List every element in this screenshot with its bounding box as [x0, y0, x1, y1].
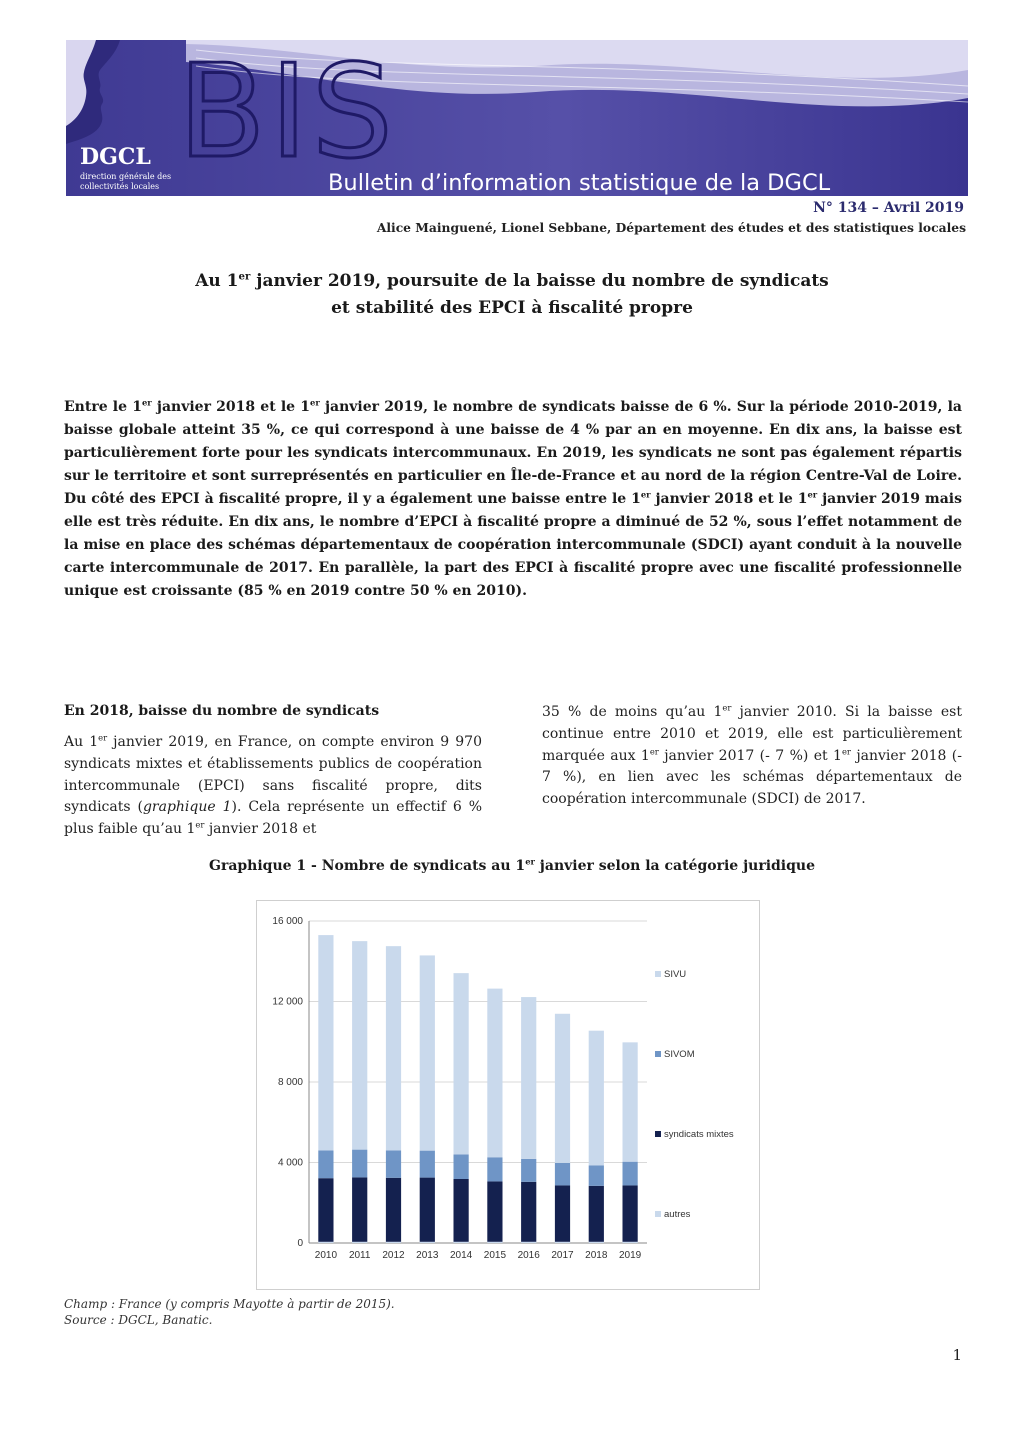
- x-tick-label: 2016: [517, 1250, 540, 1261]
- legend-swatch: [655, 1211, 661, 1217]
- legend-label: autres: [664, 1209, 691, 1220]
- body-text: janvier 2019, en France, on compte environ 9 970 syndicats mixtes et établissements publics de coopération intercommunale (EPCI) sans fiscalité propre, dits syndicats (: [64, 734, 482, 816]
- bar-segment-autres: [555, 1242, 570, 1243]
- abstract-sup: er: [807, 489, 818, 500]
- bar-segment-sivu: [386, 946, 401, 1150]
- bar-segment-sivu: [589, 1031, 604, 1166]
- x-tick-label: 2019: [618, 1250, 642, 1261]
- champ-note: Champ : France (y compris Mayotte à partir de 2015).: [64, 1297, 395, 1311]
- org-fullname-line1: direction générale des: [80, 172, 172, 181]
- abstract-text: Entre le 1: [64, 399, 142, 415]
- x-tick-label: 2015: [483, 1250, 507, 1261]
- title-line2: et stabilité des EPCI à fiscalité propre: [331, 298, 693, 318]
- bar-segment-autres: [453, 1242, 468, 1243]
- body-sup: er: [841, 745, 851, 756]
- bar-segment-syndicats-mixtes: [622, 1185, 637, 1241]
- body-column-left: [64, 732, 482, 841]
- bar-segment-sivom: [555, 1163, 570, 1186]
- body-text: 35 % de moins qu’au 1: [542, 704, 723, 720]
- bar-segment-sivom: [453, 1154, 468, 1179]
- bar-segment-sivu: [420, 955, 435, 1150]
- graph-title: [60, 858, 964, 874]
- graph-title-sup: er: [525, 856, 535, 867]
- body-text: janvier 2010. Si la baisse est continue entre 2010 et 2019, elle est particulièrement marquée aux 1: [542, 704, 962, 764]
- abstract-sup: er: [310, 397, 320, 408]
- page-title: [60, 268, 964, 322]
- y-tick-label: 12 000: [272, 996, 303, 1008]
- title-sup: er: [238, 270, 251, 283]
- y-tick-label: 4 000: [277, 1157, 303, 1169]
- org-fullname-line2: collectivités locales: [80, 182, 160, 191]
- bar-segment-syndicats-mixtes: [420, 1178, 435, 1242]
- graph-title-pre: Graphique 1 - Nombre de syndicats au 1: [208, 858, 526, 874]
- section-heading: En 2018, baisse du nombre de syndicats: [64, 703, 380, 719]
- x-tick-label: 2013: [416, 1250, 439, 1261]
- bar-segment-autres: [622, 1242, 637, 1243]
- bar-segment-syndicats-mixtes: [453, 1179, 468, 1242]
- source-note: Source : DGCL, Banatic.: [64, 1313, 213, 1327]
- title-line1-pre: Au 1: [195, 271, 239, 291]
- bar-segment-sivu: [487, 989, 502, 1158]
- bar-segment-syndicats-mixtes: [487, 1181, 502, 1241]
- body-sup: er: [722, 702, 732, 713]
- legend-swatch: [655, 1051, 661, 1057]
- bar-segment-sivu: [352, 941, 367, 1149]
- abstract-sup: er: [141, 397, 152, 408]
- y-tick-label: 8 000: [277, 1077, 303, 1088]
- bar-segment-autres: [352, 1242, 367, 1243]
- bar-segment-autres: [420, 1242, 435, 1243]
- body-text: Au 1: [64, 734, 99, 750]
- bar-segment-sivom: [521, 1159, 536, 1182]
- bar-segment-autres: [386, 1242, 401, 1243]
- org-name: DGCL: [80, 144, 151, 170]
- abstract-text: janvier 2018 et le 1: [151, 399, 311, 415]
- x-tick-label: 2018: [585, 1250, 608, 1261]
- issue-number: N° 134 – Avril 2019: [813, 200, 964, 216]
- abstract-sup: er: [640, 489, 651, 500]
- body-text: janvier 2018 (- 7 %), en lien avec les schémas départementaux de coopération intercommunale (SDCI) de 2017.: [542, 747, 962, 808]
- bar-segment-sivom: [352, 1150, 367, 1178]
- body-sup: er: [195, 819, 205, 830]
- page-number: 1: [952, 1346, 962, 1364]
- abstract-text: janvier 2019, le nombre de syndicats baisse de 6 %. Sur la période 2010-2019, la baisse globale atteint 35 %, ce qui correspond à une baisse de 4 % par an en moyenne. En dix ans, la baisse est particulièrement forte pour les syndicats intercommunaux. En 2019, les syndicats ne sont pas également répartis sur le territoire et sont surreprésentés en particulier en Île-de-France et au nord de la région Centre-Val de Loire. Du côté des EPCI à fiscalité propre, il y a également une baisse entre le 1: [64, 399, 962, 507]
- legend-label: SIVOM: [664, 1049, 695, 1060]
- bar-segment-sivu: [622, 1042, 637, 1161]
- body-sup: er: [98, 732, 108, 743]
- title-line1-post: janvier 2019, poursuite de la baisse du nombre de syndicats: [250, 271, 829, 291]
- bar-segment-sivu: [453, 973, 468, 1154]
- legend-label: SIVU: [664, 969, 687, 980]
- bar-segment-sivu: [318, 935, 333, 1150]
- abstract-text: janvier 2018 et le 1: [650, 491, 808, 507]
- stacked-bar-chart: [257, 901, 759, 1289]
- x-tick-label: 2014: [449, 1250, 473, 1261]
- bar-segment-sivom: [589, 1165, 604, 1186]
- bar-segment-sivu: [521, 997, 536, 1159]
- y-tick-label: 0: [297, 1238, 303, 1249]
- bar-segment-autres: [589, 1242, 604, 1243]
- body-column-right: [542, 702, 962, 811]
- body-text: janvier 2017 (- 7 %) et 1: [658, 747, 842, 764]
- graph-title-post: janvier selon la catégorie juridique: [534, 858, 815, 874]
- chart-notes: [64, 1296, 395, 1328]
- bar-segment-autres: [521, 1242, 536, 1243]
- bulletin-banner: [66, 40, 968, 196]
- bar-segment-syndicats-mixtes: [386, 1178, 401, 1242]
- authors: Alice Mainguené, Lionel Sebbane, Département des études et des statistiques locales: [376, 220, 966, 235]
- x-tick-label: 2010: [314, 1250, 338, 1261]
- bar-segment-autres: [487, 1242, 502, 1243]
- bulletin-title: Bulletin d’information statistique de la DGCL: [328, 170, 831, 196]
- logo-text: BIS: [178, 40, 397, 187]
- x-tick-label: 2012: [382, 1250, 405, 1261]
- bar-segment-sivu: [555, 1014, 570, 1163]
- legend-swatch: [655, 971, 661, 977]
- legend-label: syndicats mixtes: [664, 1129, 734, 1140]
- legend-swatch: [655, 1131, 661, 1137]
- bar-segment-sivom: [622, 1162, 637, 1186]
- bar-segment-syndicats-mixtes: [521, 1182, 536, 1242]
- body-text: ). Cela représente un effectif 6 % plus faible qu’au 1: [64, 799, 482, 838]
- bar-segment-syndicats-mixtes: [555, 1185, 570, 1241]
- x-tick-label: 2011: [348, 1250, 371, 1261]
- abstract: [64, 396, 962, 603]
- bar-segment-sivom: [386, 1150, 401, 1177]
- x-tick-label: 2017: [551, 1250, 574, 1261]
- bar-segment-sivom: [420, 1151, 435, 1178]
- chart-frame: [256, 900, 760, 1290]
- bar-segment-sivom: [487, 1157, 502, 1181]
- bar-segment-autres: [318, 1242, 333, 1243]
- body-sup: er: [649, 745, 659, 756]
- bar-segment-syndicats-mixtes: [352, 1177, 367, 1241]
- bar-segment-syndicats-mixtes: [589, 1186, 604, 1242]
- bar-segment-sivom: [318, 1150, 333, 1178]
- bar-segment-syndicats-mixtes: [318, 1178, 333, 1242]
- y-tick-label: 16 000: [272, 916, 303, 927]
- graph-reference: graphique 1: [142, 799, 232, 816]
- body-text: janvier 2018 et: [204, 821, 317, 838]
- abstract-text: janvier 2019 mais elle est très réduite. En dix ans, le nombre d’EPCI à fiscalité propre a diminué de 52 %, sous l’effet notamment de la mise en place des schémas départementaux de coopération intercommunale (SDCI) ayant conduit à la nouvelle carte intercommunale de 2017. En parallèle, la part des EPCI à fiscalité propre avec une fiscalité professionnelle unique est croissante (85 % en 2019 contre 50 % en 2010).: [64, 491, 962, 599]
